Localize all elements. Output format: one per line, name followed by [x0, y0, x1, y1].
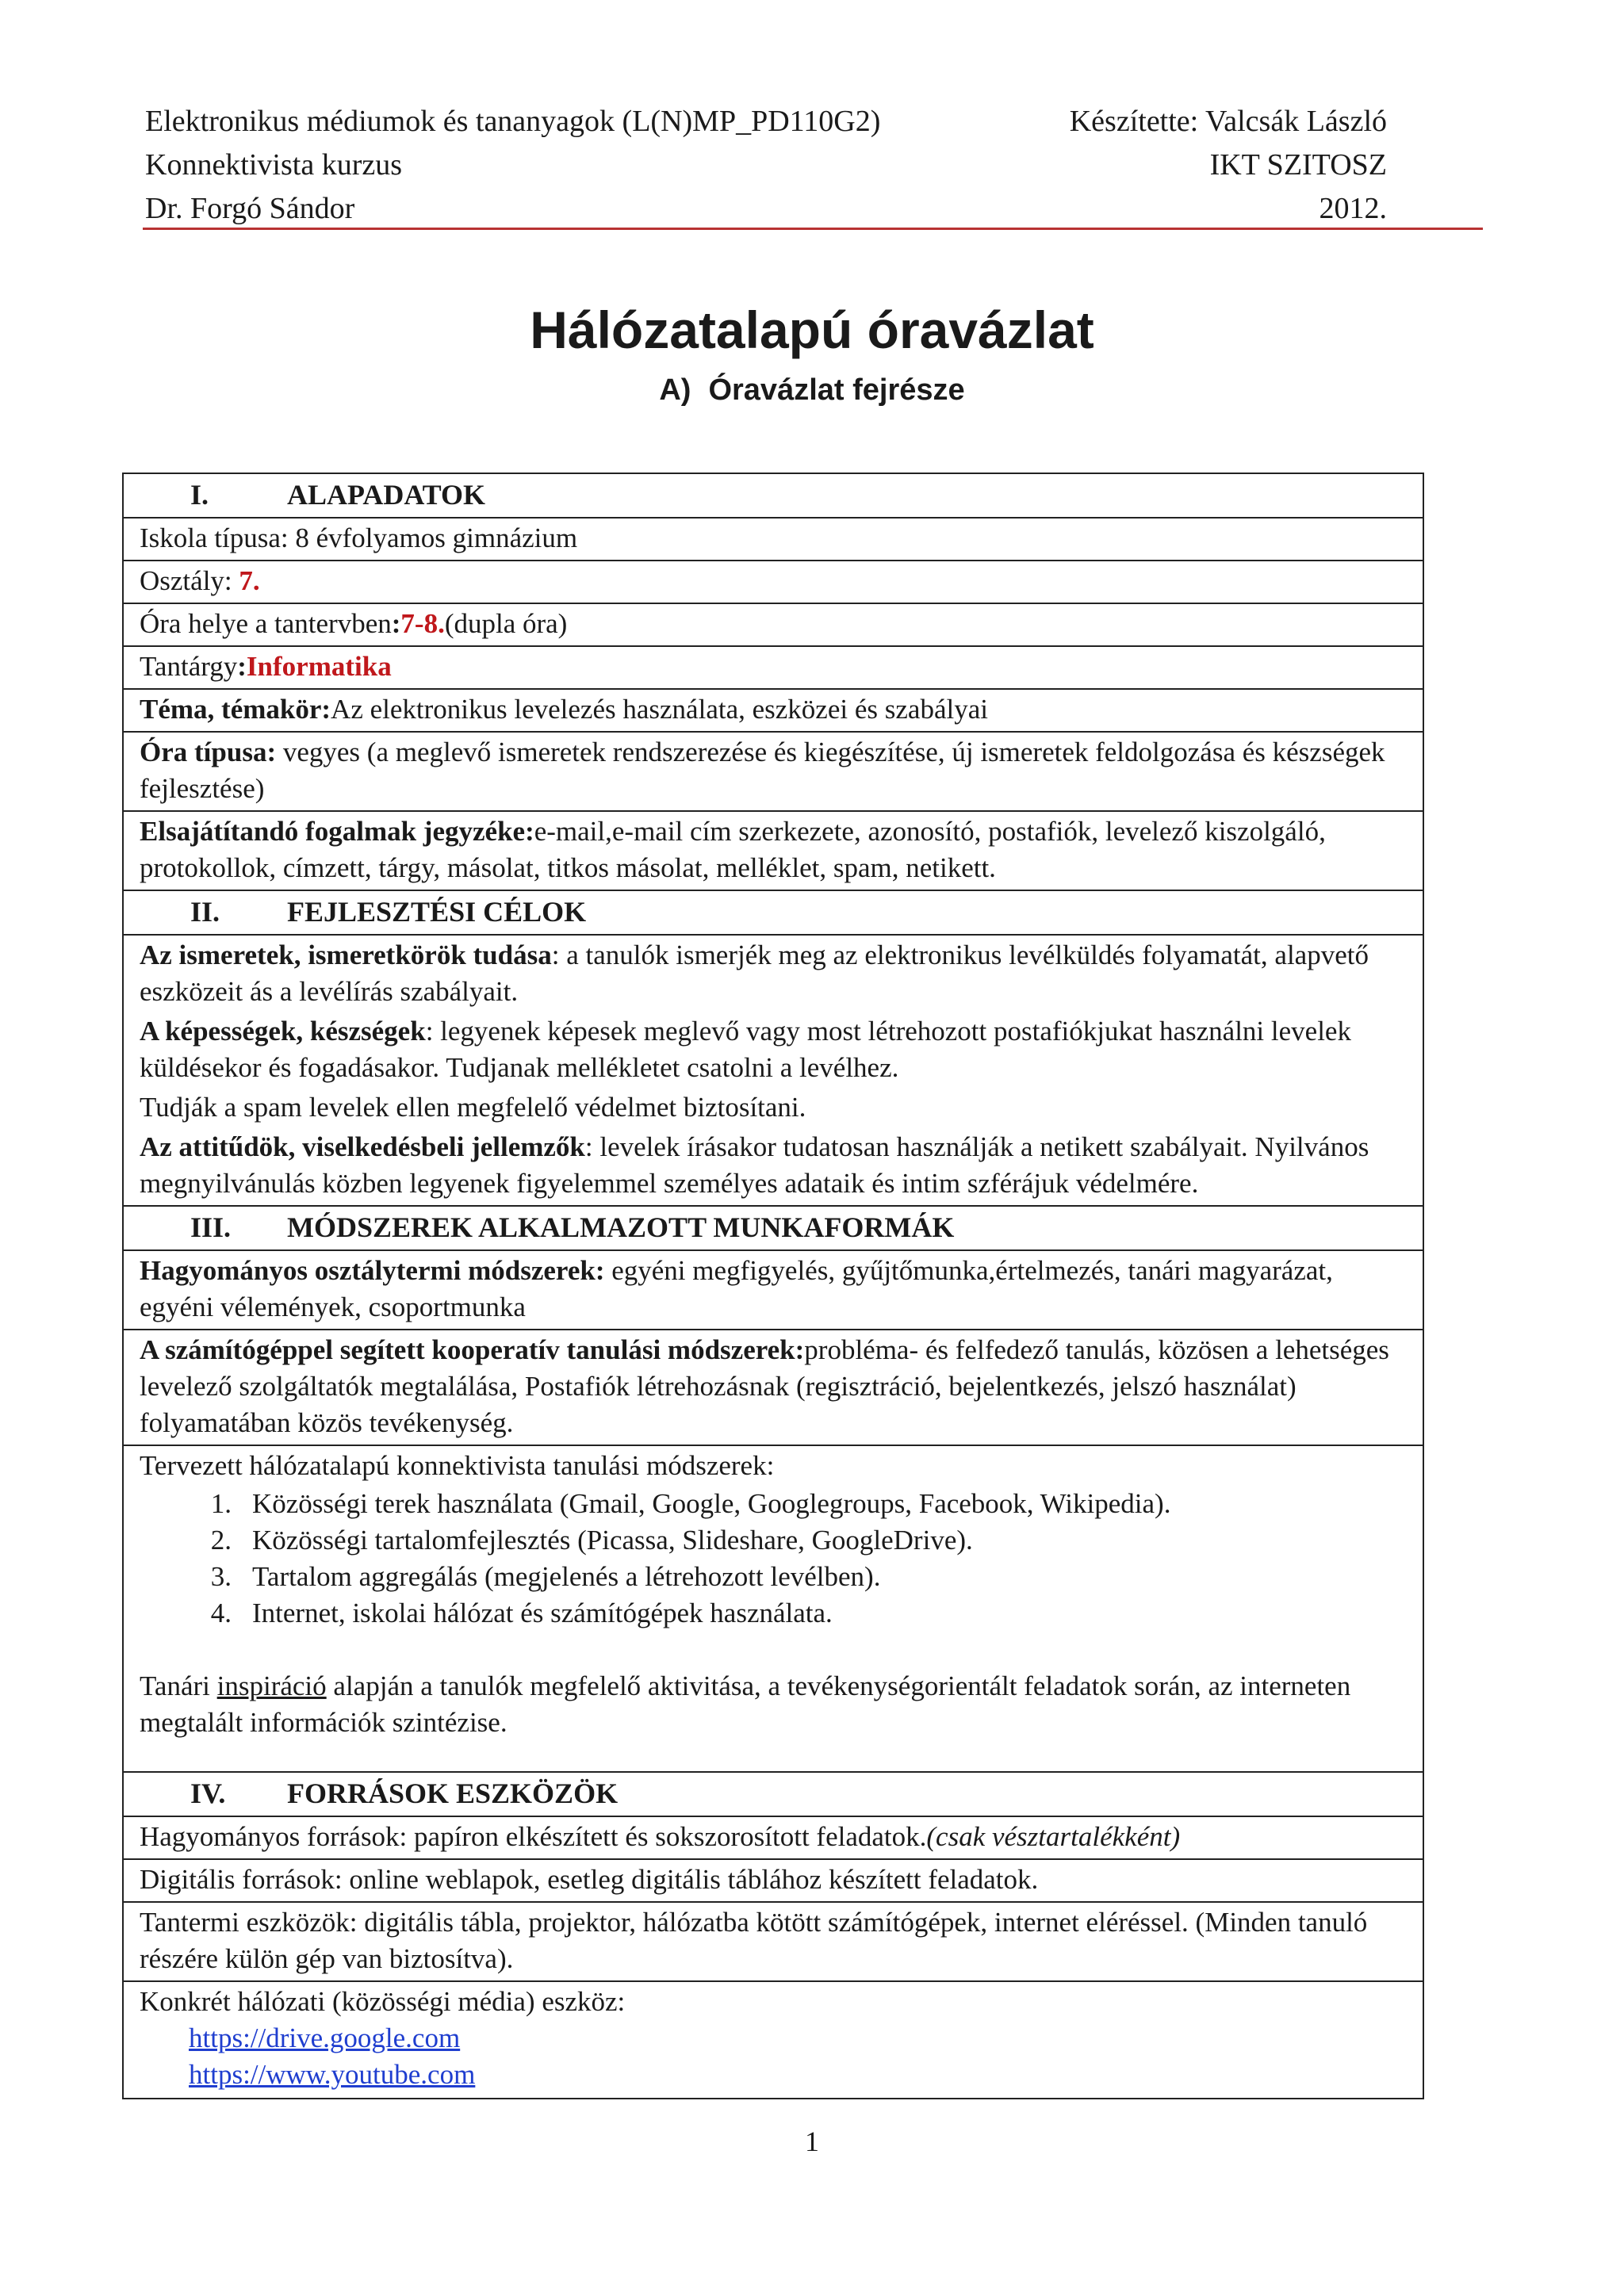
section-title: ALAPADATOK — [287, 479, 486, 511]
computer-methods-label: A számítógéppel segített kooperatív tanulási módszerek: — [140, 1334, 805, 1365]
place-label: Óra helye a tantervben — [140, 608, 392, 639]
row-topic — [124, 688, 1423, 731]
section-header-goals — [124, 890, 1423, 934]
row-class — [124, 560, 1423, 603]
goal-skills — [140, 1013, 1407, 1086]
goal-attitude — [140, 1129, 1407, 1202]
section-title: MÓDSZEREK ALKALMAZOTT MUNKAFORMÁK — [287, 1211, 955, 1243]
computer-methods-value: probléma- és felfedező tanulás, közösen a lehetséges levelező szolgáltatók megtalálása, Postafiók létrehozásnak (regisztráció, bejelentkezés, jelszó használat) folyamatában közös tevékenység. — [140, 1334, 1389, 1438]
row-lesson-type — [124, 731, 1423, 810]
attitude-label: Az attitűdök, viselkedésbeli jellemzők — [140, 1131, 585, 1162]
header-author: Készítette: Valcsák László — [1069, 105, 1387, 138]
subject-label: Tantárgy — [140, 651, 238, 682]
traditional-sources-text: Hagyományos források: papíron elkészített és sokszorosított feladatok. — [140, 1821, 927, 1852]
row-network-methods — [124, 1445, 1423, 1771]
section-header-methods — [124, 1205, 1423, 1249]
knowledge-value: : a tanulók ismerjék meg az elektronikus levélküldés folyamatát, alapvető eszközeit ás a levélírás szabályait. — [140, 939, 1369, 1007]
header-teacher: Dr. Forgó Sándor — [145, 192, 355, 225]
header-course: Elektronikus médiumok és tananyagok (L(N)MP_PD110G2) — [145, 105, 881, 138]
traditional-methods-label: Hagyományos osztálytermi módszerek: — [140, 1255, 605, 1286]
section-title: FEJLESZTÉSI CÉLOK — [287, 896, 587, 928]
row-classroom-tools — [124, 1901, 1423, 1980]
header-course-type: Konnektivista kurzus — [145, 148, 403, 182]
row-traditional-sources — [124, 1816, 1423, 1858]
skills-value: : legyenek képesek meglevő vagy most létrehozott postafiókjukat használni levelek küldésekor és fogadásakor. Tudjanak mellékletet csatolni a levélhez. — [140, 1016, 1351, 1083]
section-number: IV. — [190, 1777, 226, 1809]
class-value: 7. — [239, 565, 260, 596]
inspiration-word: inspiráció — [216, 1670, 327, 1701]
section-number: I. — [190, 479, 209, 511]
skills-label: A képességek, készségek — [140, 1016, 426, 1047]
lesson-plan-table — [122, 473, 1424, 2099]
lesson-type-value: vegyes (a meglevő ismeretek rendszerezése és kiegészítése, új ismeretek feldolgozása és készségek fejlesztése) — [140, 737, 1385, 804]
link-youtube[interactable]: https://www.youtube.com — [189, 2059, 476, 2090]
list-item: 4. Internet, iskolai hálózat és számítógépek használata. — [210, 1598, 833, 1628]
goal-spam: Tudják a spam levelek ellen megfelelő védelmet biztosítani. — [140, 1092, 806, 1123]
header-program: IKT SZITOSZ — [1209, 148, 1387, 182]
classroom-tools-text: Tantermi eszközök: digitális tábla, projektor, hálózatba kötött számítógépek, internet eléréssel. (Minden tanuló részére külön gép van biztosítva). — [140, 1907, 1368, 1974]
topic-label: Téma, témakör: — [140, 694, 331, 725]
list-item: 2. Közösségi tartalomfejlesztés (Picassa, Slideshare, GoogleDrive). — [210, 1525, 973, 1556]
subtitle-text: Óravázlat fejrésze — [708, 373, 965, 407]
list-item: 3. Tartalom aggregálás (megjelenés a létrehozott levélben). — [210, 1561, 881, 1592]
row-network-tools — [124, 1980, 1423, 2098]
row-development-goals — [124, 934, 1423, 1205]
network-methods-intro: Tervezett hálózatalapú konnektivista tanulási módszerek: — [140, 1450, 775, 1481]
knowledge-label: Az ismeretek, ismeretkörök tudása — [140, 939, 552, 970]
attitude-value: : levelek írásakor tudatosan használják a netikett szabályait. Nyilvános megnyilvánulás közben legyenek figyelemmel személyes adataik és intim szférájuk védelmére. — [140, 1131, 1369, 1199]
row-traditional-methods — [124, 1249, 1423, 1329]
document-subtitle — [0, 368, 1624, 412]
page-header — [145, 100, 1387, 231]
section-title: FORRÁSOK ESZKÖZÖK — [287, 1777, 619, 1809]
link-google-drive[interactable]: https://drive.google.com — [189, 2022, 461, 2053]
list-item: 1. Közösségi terek használata (Gmail, Google, Googlegroups, Facebook, Wikipedia). — [210, 1488, 1171, 1519]
section-header-sources — [124, 1771, 1423, 1816]
header-year: 2012. — [1319, 192, 1387, 225]
row-subject: Tantárgy:Informatika — [124, 645, 1423, 688]
header-divider — [143, 228, 1483, 230]
row-school-type — [124, 517, 1423, 560]
concepts-value: e-mail,e-mail cím szerkezete, azonosító, postafiók, levelező kiszolgáló, protokollok, címzett, tárgy, másolat, titkos másolat, melléklet, spam, netikett. — [140, 816, 1326, 883]
traditional-sources-note: (csak vésztartalékként) — [926, 1821, 1181, 1852]
row-curriculum-place: Óra helye a tantervben:7-8.(dupla óra) — [124, 603, 1423, 645]
class-label: Osztály: — [140, 565, 239, 596]
section-number: II. — [190, 896, 220, 928]
row-computer-methods — [124, 1329, 1423, 1445]
section-number: III. — [190, 1211, 232, 1243]
school-type-text: Iskola típusa: 8 évfolyamos gimnázium — [140, 522, 578, 553]
row-concepts — [124, 810, 1423, 890]
page-number: 1 — [805, 2126, 819, 2157]
network-tools-intro: Konkrét hálózati (közösségi média) eszköz: — [140, 1986, 626, 2017]
place-value: 7-8. — [400, 608, 445, 639]
subtitle-label: A) — [659, 373, 691, 407]
subject-value: Informatika — [246, 651, 392, 682]
lesson-type-label: Óra típusa: — [140, 737, 277, 767]
network-methods-list — [140, 1486, 1407, 1632]
traditional-methods-value: egyéni megfigyelés, gyűjtőmunka,értelmezés, tanári magyarázat, egyéni vélemények, csoportmunka — [140, 1255, 1333, 1322]
topic-value: Az elektronikus levelezés használata, eszközei és szabályai — [331, 694, 988, 725]
concepts-label: Elsajátítandó fogalmak jegyzéke: — [140, 816, 534, 847]
document-title: Hálózatalapú óravázlat — [530, 300, 1094, 359]
goal-knowledge — [140, 937, 1407, 1010]
section-header-basic — [124, 474, 1423, 517]
row-digital-sources — [124, 1858, 1423, 1901]
digital-sources-text: Digitális források: online weblapok, esetleg digitális táblához készített feladatok. — [140, 1864, 1039, 1895]
inspiration-paragraph: Tanári inspiráció alapján a tanulók megfelelő aktivitása, a tevékenységorientált feladatok során, az interneten megtalált információk szintézise. — [140, 1670, 1351, 1738]
place-note: (dupla óra) — [444, 608, 568, 639]
